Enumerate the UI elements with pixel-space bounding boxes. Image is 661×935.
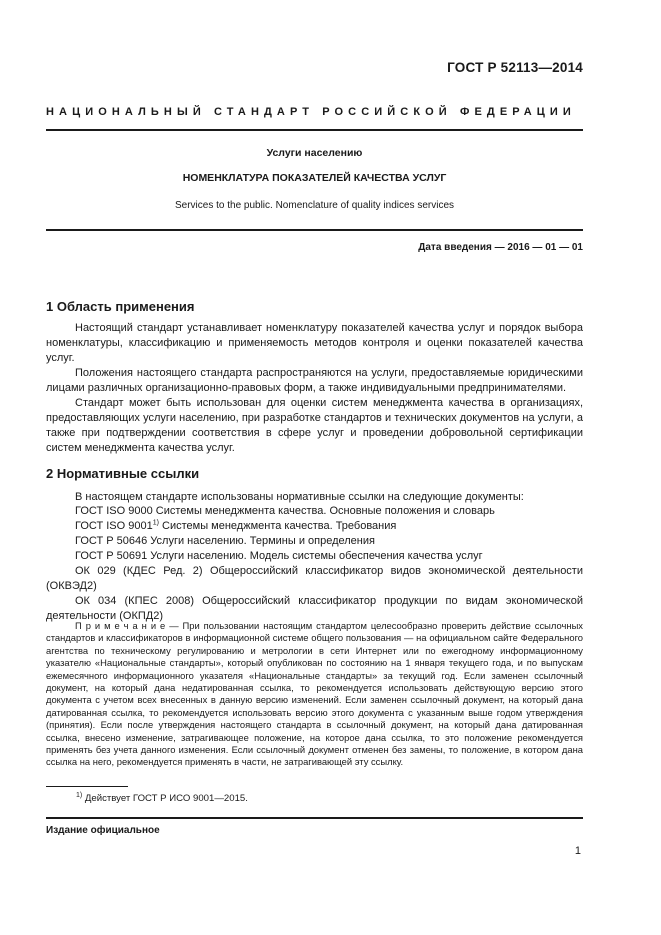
- footnote: [76, 793, 248, 804]
- reference-code: ГОСТ ISO 9001: [75, 520, 153, 532]
- footnote-text: Действует ГОСТ Р ИСО 9001—2015.: [82, 793, 248, 804]
- footer-divider: [46, 817, 583, 819]
- top-divider: [46, 129, 583, 131]
- footnote-marker: 1): [152, 519, 159, 527]
- introduction-date: Дата введения — 2016 — 01 — 01: [418, 242, 583, 253]
- reference-item: ГОСТ Р 50646 Услуги населению. Термины и определения: [75, 535, 375, 547]
- section1-paragraph: Настоящий стандарт устанавливает номенклатуру показателей качества услуг и порядок выбора номенклатуры, классификацию и применяемость методов контроля и оценки показателей качества услуг.: [46, 322, 583, 364]
- note-block: [46, 620, 583, 769]
- national-standard-banner: НАЦИОНАЛЬНЫЙ СТАНДАРТ РОССИЙСКОЙ ФЕДЕРАЦИИ: [46, 106, 576, 118]
- title-divider: [46, 229, 583, 231]
- section1-heading: 1 Область применения: [46, 299, 195, 314]
- document-subtitle: Услуги населению: [266, 147, 363, 159]
- reference-item: [46, 519, 583, 534]
- section1-paragraph: Стандарт может быть использован для оценки систем менеджмента качества в организациях, предоставляющих услуги населению, при разработке стандартов и технических документов на услуги, а также при подтверждении соответствия в сфере услуг и проведении добровольной сертификации систем менеджмента качества услуг.: [46, 397, 583, 454]
- edition-label: Издание официальное: [46, 825, 160, 836]
- reference-item: ОК 034 (КПЕС 2008) Общероссийский классификатор продукции по видам экономической деятельности (ОКПД2): [46, 595, 583, 622]
- gost-number: ГОСТ Р 52113—2014: [447, 60, 583, 75]
- section1-paragraph: Положения настоящего стандарта распространяются на услуги, предоставляемые юридическими лицами различных организационно-правовых форм, а также индивидуальными предпринимателями.: [46, 367, 583, 394]
- footnote-mark: 1): [76, 791, 83, 799]
- note-label: П р и м е ч а н и е: [75, 620, 166, 631]
- reference-item: ГОСТ Р 50691 Услуги населению. Модель системы обеспечения качества услуг: [75, 550, 483, 562]
- note-text: — При пользовании настоящим стандартом целесообразно проверить действие ссылочных стандартов и классификаторов в информационной системе общего пользования — на официальном сайте Федерального агентства по техническому регулированию и метрологии в сети Интернет или по ежегодному информационному указателю «Национальные стандарты», который опубликован по состоянию на 1 января текущего года, и по выпускам ежемесячного информационного указателя «Национальные стандарты» за текущий год. Если заменен ссылочный документ, на который дана недатированная ссылка, то рекомендуется использовать действующую версию этого документа с учетом всех внесенных в данную версию изменений. Если заменен ссылочный документ, на который дана датированная ссылка, то рекомендуется использовать версию этого документа с указанным выше годом утверждения (принятия). Если после утверждения настоящего стандарта в ссылочный документ, на который дана датированная ссылка, внесено изменение, затрагивающее положение, на которое дана ссылка, то это положение рекомендуется применять без учета данного изменения. Если ссылочный документ отменен без замены, то положение, в котором дана ссылка на него, рекомендуется применять в части, не затрагивающей эту ссылку.: [46, 620, 583, 768]
- normative-references-list: [46, 504, 583, 624]
- section2-intro: В настоящем стандарте использованы нормативные ссылки на следующие документы:: [75, 491, 524, 503]
- reference-item: ГОСТ ISO 9000 Системы менеджмента качества. Основные положения и словарь: [75, 505, 495, 517]
- english-title: Services to the public. Nomenclature of quality indices services: [174, 200, 455, 211]
- reference-item: ОК 029 (КДЕС Ред. 2) Общероссийский классификатор видов экономической деятельности (ОКВЭД2): [46, 565, 583, 592]
- section2-heading: 2 Нормативные ссылки: [46, 466, 200, 481]
- page-number: 1: [574, 845, 581, 857]
- document-title: НОМЕНКЛАТУРА ПОКАЗАТЕЛЕЙ КАЧЕСТВА УСЛУГ: [182, 172, 447, 184]
- footnote-divider: [46, 786, 128, 787]
- reference-title: Системы менеджмента качества. Требования: [158, 520, 397, 532]
